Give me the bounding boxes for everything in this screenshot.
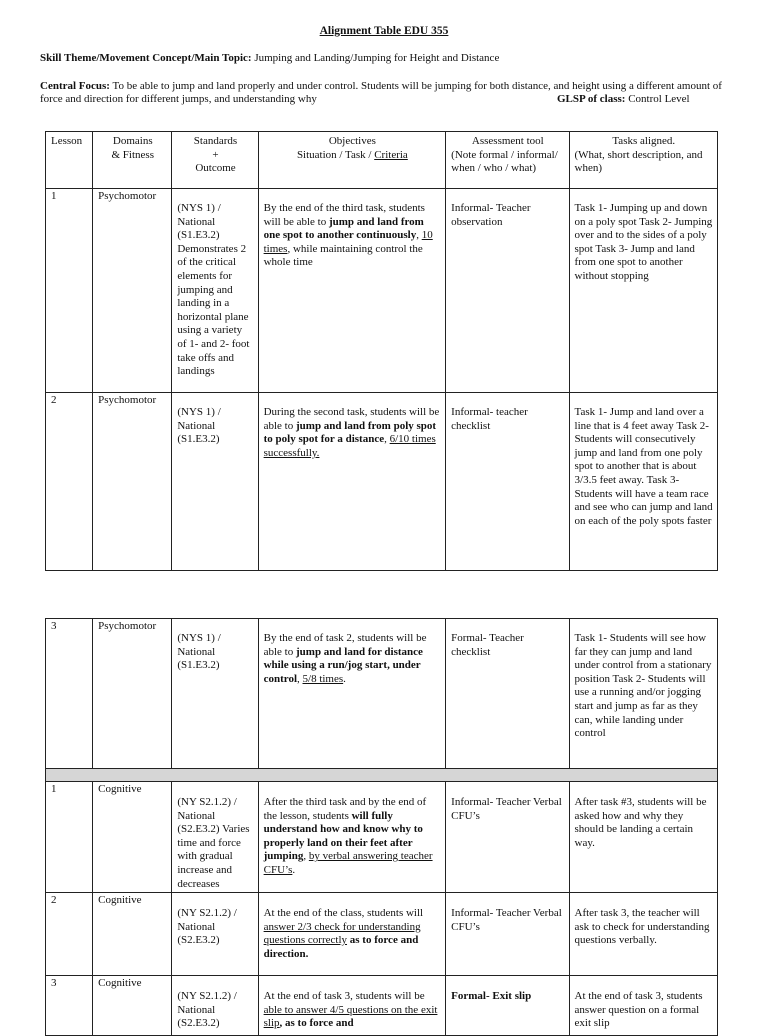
cell-lesson: 2 bbox=[46, 893, 93, 976]
cell-objectives: At the end of task 3, students will be able to answer 4/5 questions on the exit slip, as to force and bbox=[258, 976, 446, 1036]
table-row bbox=[46, 189, 718, 393]
header-standards: Standards + Outcome bbox=[172, 132, 258, 189]
skill-theme-line bbox=[40, 52, 499, 66]
cell-lesson: 3 bbox=[46, 976, 93, 1036]
glsp-line bbox=[557, 93, 690, 107]
cell-objectives: At the end of the class, students will answer 2/3 check for understanding questions correctly as to force and direction. bbox=[258, 893, 446, 976]
document-title: Alignment Table EDU 355 bbox=[319, 25, 449, 37]
header-tasks: Tasks aligned. (What, short description, and when) bbox=[569, 132, 717, 189]
table-row bbox=[46, 782, 718, 893]
glsp-label: GLSP of class: bbox=[557, 93, 626, 105]
cell-domain: Cognitive bbox=[93, 782, 172, 893]
table-header-row bbox=[46, 132, 718, 189]
header-assessment: Assessment tool (Note formal / informal/ when / who / what) bbox=[446, 132, 569, 189]
header-lesson: Lesson bbox=[46, 132, 93, 189]
cell-assessment: Informal- Teacher observation bbox=[446, 189, 569, 393]
cell-standards: (NY S2.1.2) / National (S2.E3.2) Varies time and force with gradual increase and decreases bbox=[172, 782, 258, 893]
cell-objectives: During the second task, students will be able to jump and land from poly spot to poly spot for a distance, 6/10 times successfully. bbox=[258, 393, 446, 571]
alignment-table-page-2 bbox=[45, 618, 718, 1036]
cell-lesson: 1 bbox=[46, 189, 93, 393]
table-row bbox=[46, 619, 718, 769]
table-row bbox=[46, 976, 718, 1036]
cell-lesson: 3 bbox=[46, 619, 93, 769]
cell-tasks: Task 1- Students will see how far they can jump and land under control from a stationary position Task 2- Students will use a running and/or jogging start and jump as far as they can, while landing under control bbox=[569, 619, 717, 769]
alignment-table-page-1 bbox=[45, 131, 718, 571]
cell-lesson: 2 bbox=[46, 393, 93, 571]
cell-assessment: Informal- Teacher Verbal CFU’s bbox=[446, 782, 569, 893]
cell-domain: Cognitive bbox=[93, 976, 172, 1036]
skill-theme-label: Skill Theme/Movement Concept/Main Topic: bbox=[40, 52, 252, 64]
cell-standards: (NYS 1) / National (S1.E3.2) bbox=[172, 393, 258, 571]
cell-lesson: 1 bbox=[46, 782, 93, 893]
cell-tasks: After task #3, students will be asked how and why they should be landing a certain way. bbox=[569, 782, 717, 893]
cell-domain: Psychomotor bbox=[93, 189, 172, 393]
cell-objectives: By the end of task 2, students will be able to jump and land for distance while using a run/jog start, under control, 5/8 times. bbox=[258, 619, 446, 769]
central-focus-value: To be able to jump and land properly and under control. Students will be jumping for both distance, and height using a different amount of force and direction for different jumps, and understanding why bbox=[40, 80, 722, 105]
cell-objectives: By the end of the third task, students will be able to jump and land from one spot to another continuously, 10 times, while maintaining control the whole time bbox=[258, 189, 446, 393]
section-divider-row bbox=[46, 769, 718, 782]
skill-theme-value: Jumping and Landing/Jumping for Height and Distance bbox=[251, 52, 500, 64]
cell-standards: (NYS 1) / National (S1.E3.2) Demonstrates 2 of the critical elements for jumping and landing in a horizontal plane using a variety of 1- and 2- foot take offs and landings bbox=[172, 189, 258, 393]
central-focus-label: Central Focus: bbox=[40, 80, 110, 92]
cell-domain: Psychomotor bbox=[93, 393, 172, 571]
cell-standards: (NY S2.1.2) / National (S2.E3.2) bbox=[172, 893, 258, 976]
cell-tasks: Task 1- Jumping up and down on a poly spot Task 2- Jumping over and to the sides of a poly spot Task 3- Jump and land from one spot to another without stopping bbox=[569, 189, 717, 393]
section-divider bbox=[46, 769, 718, 782]
glsp-value: Control Level bbox=[625, 93, 690, 105]
header-domains: Domains & Fitness bbox=[93, 132, 172, 189]
cell-assessment: Informal- Teacher Verbal CFU’s bbox=[446, 893, 569, 976]
cell-assessment: Formal- Exit slip bbox=[446, 976, 569, 1036]
table-row bbox=[46, 393, 718, 571]
cell-assessment: Informal- teacher checklist bbox=[446, 393, 569, 571]
cell-tasks: At the end of task 3, students answer question on a formal exit slip bbox=[569, 976, 717, 1036]
cell-standards: (NYS 1) / National (S1.E3.2) bbox=[172, 619, 258, 769]
header-objectives: Objectives Situation / Task / Criteria bbox=[258, 132, 446, 189]
table-row bbox=[46, 893, 718, 976]
cell-tasks: Task 1- Jump and land over a line that is 4 feet away Task 2- Students will consecutively jump and land from one poly spot to another that is about 3/3.5 feet away. Task 3- Students will have a team race and see who can jump and land on each of the poly spots faster bbox=[569, 393, 717, 571]
cell-domain: Cognitive bbox=[93, 893, 172, 976]
cell-standards: (NY S2.1.2) / National (S2.E3.2) bbox=[172, 976, 258, 1036]
cell-tasks: After task 3, the teacher will ask to check for understanding questions verbally. bbox=[569, 893, 717, 976]
cell-objectives: After the third task and by the end of the lesson, students will fully understand how and know why to properly land on their feet after jumping, by verbal answering teacher CFU’s. bbox=[258, 782, 446, 893]
cell-domain: Psychomotor bbox=[93, 619, 172, 769]
cell-assessment: Formal- Teacher checklist bbox=[446, 619, 569, 769]
